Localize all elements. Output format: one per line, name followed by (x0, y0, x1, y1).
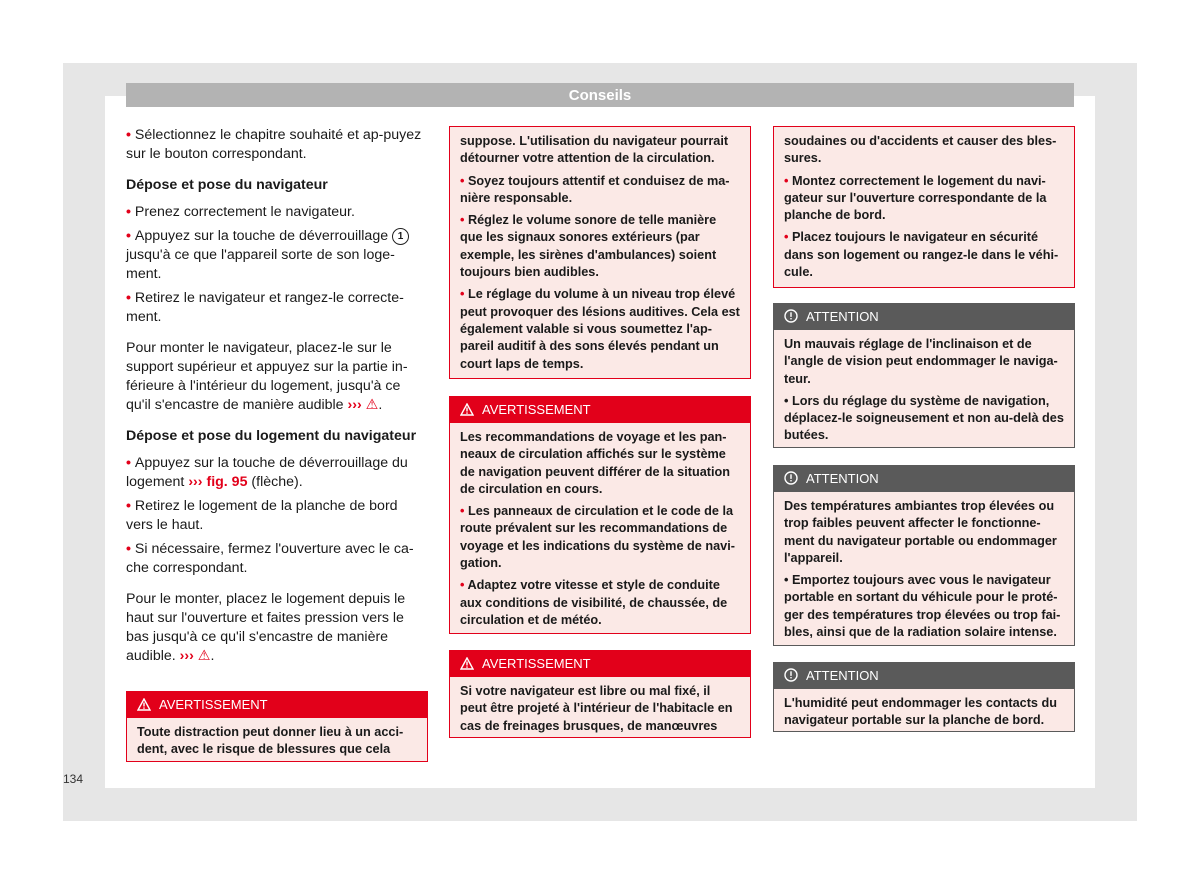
list-item: • Retirez le logement de la planche de bord vers le haut. (126, 498, 398, 533)
warning-triangle-icon (460, 657, 474, 670)
callout-number-icon: 1 (392, 228, 409, 245)
warning-bullet: • Le réglage du volume à un niveau trop élevé peut provoquer des lésions auditives. Cela est également valable si vous soumettez l'ap-pareil auditif à des sons élevés pendant un court laps de temps. (460, 287, 740, 371)
paragraph: Pour le monter, placez le logement depuis le haut sur l'ouverture et faites pression vers le bas jusqu'à ce qu'il s'encastre de manière audible. ››› ⚠. (126, 591, 406, 664)
arrows-icon: ››› (188, 474, 203, 490)
warning-box-continued (449, 126, 751, 379)
info-circle-icon (784, 471, 798, 485)
warning-text: Les recommandations de voyage et les pan-neaux de circulation affichés sur le système de navigation peuvent différer de la situation de circulation en cours. (460, 430, 731, 496)
bullet-icon: • (460, 213, 468, 228)
bullet-icon: • (126, 498, 135, 514)
caution-box (773, 303, 1075, 448)
caution-box-header: ATTENTION (774, 663, 1074, 689)
list-item: • Prenez correctement le navigateur. (126, 204, 355, 220)
caution-box (773, 662, 1075, 732)
caution-box-header: ATTENTION (774, 466, 1074, 492)
warning-bullet: • Montez correctement le logement du navi-gateur sur l'ouverture correspondante de la planche de bord. (784, 173, 1047, 223)
figure-link[interactable]: fig. 95 (206, 474, 248, 490)
warning-box-header: AVERTISSEMENT (127, 692, 427, 718)
warning-triangle-icon (137, 698, 151, 711)
bullet-icon: • (126, 127, 135, 143)
bullet-icon: • (126, 204, 135, 220)
bullet-icon: • (784, 573, 792, 588)
caution-bullet: • Lors du réglage du système de navigation, déplacez-le soigneusement et non au-delà des butées. (784, 393, 1064, 443)
bullet-icon: • (784, 173, 792, 188)
bullet-icon: • (460, 173, 468, 188)
warning-ref-icon[interactable]: ⚠ (197, 648, 211, 664)
section-header: Conseils (126, 83, 1074, 107)
list-item: • Appuyez sur la touche de déverrouillage 1 jusqu'à ce que l'appareil sorte de son loge-ment. (126, 227, 428, 284)
warning-box (126, 691, 428, 762)
warning-text: Toute distraction peut donner lieu à un acci-dent, avec le risque de blessures que cela (137, 725, 404, 757)
bullet-icon: • (126, 455, 135, 471)
caution-box-header: ATTENTION (774, 304, 1074, 330)
caution-text: Des températures ambiantes trop élevées ou trop faibles peuvent affecter le fonctionne-ment du navigateur portable ou endommager l'appareil. (784, 499, 1057, 565)
warning-ref-icon[interactable]: ⚠ (365, 397, 379, 413)
warning-bullet: • Placez toujours le navigateur en sécurité dans son logement ou rangez-le dans le véhi-cule. (784, 230, 1059, 280)
warning-bullet: • Adaptez votre vitesse et style de conduite aux conditions de visibilité, de chaussée, de circulation et de météo. (460, 578, 728, 627)
warning-text: Si votre navigateur est libre ou mal fixé, il peut être projeté à l'intérieur de l'habitacle en cas de freinages brusques, de manœuvres (460, 684, 733, 733)
warning-text: suppose. L'utilisation du navigateur pourrait détourner votre attention de la circulation. (460, 134, 729, 166)
bullet-icon: • (460, 504, 468, 519)
list-item: • Si nécessaire, fermez l'ouverture avec le ca-che correspondant. (126, 541, 414, 576)
bullet-icon: • (784, 230, 792, 245)
warning-box (449, 396, 751, 634)
list-item: • Sélectionnez le chapitre souhaité et ap-puyez sur le bouton correspondant. (126, 127, 422, 162)
bullet-icon: • (460, 578, 468, 593)
bullet-icon: • (784, 393, 792, 408)
arrows-icon: ››› (347, 397, 362, 413)
warning-box (449, 650, 751, 738)
caution-box (773, 465, 1075, 646)
bullet-icon: • (126, 290, 135, 306)
caution-text: Un mauvais réglage de l'inclinaison et de l'angle de vision peut endommager le naviga-teur. (784, 337, 1058, 386)
bullet-icon: • (126, 541, 135, 557)
warning-bullet: • Les panneaux de circulation et le code de la route prévalent sur les recommandations de voyage et les indications du système de navi-gation. (460, 504, 735, 571)
column-left (126, 126, 428, 678)
caution-text: L'humidité peut endommager les contacts du navigateur portable sur la planche de bord. (784, 696, 1058, 728)
info-circle-icon (784, 309, 798, 323)
list-item: • Retirez le navigateur et rangez-le correcte-ment. (126, 290, 404, 325)
warning-box-header: AVERTISSEMENT (450, 651, 750, 677)
bullet-icon: • (126, 228, 135, 244)
arrows-icon: ››› (179, 648, 194, 664)
warning-box-header: AVERTISSEMENT (450, 397, 750, 423)
subheading: Dépose et pose du logement du navigateur (126, 428, 417, 444)
subheading: Dépose et pose du navigateur (126, 177, 328, 193)
warning-text: soudaines ou d'accidents et causer des bles-sures. (784, 134, 1057, 166)
info-circle-icon (784, 668, 798, 682)
caution-bullet: • Emportez toujours avec vous le navigateur portable en sortant du véhicule pour le proté-ger des températures trop élevées ou trop fai-bles, ainsi que de la radiation solaire intense. (784, 573, 1061, 640)
warning-bullet: • Soyez toujours attentif et conduisez de ma-nière responsable. (460, 173, 730, 205)
bullet-icon: • (460, 287, 468, 302)
paragraph: Pour monter le navigateur, placez-le sur le support supérieur et appuyez sur la partie in-férieure à l'intérieur du logement, jusqu'à ce qu'il s'encastre de manière audible ››› ⚠. (126, 340, 408, 413)
page-number: 134 (63, 772, 84, 786)
warning-triangle-icon (460, 403, 474, 416)
warning-box-continued (773, 126, 1075, 288)
warning-bullet: • Réglez le volume sonore de telle manière que les signaux sonores extérieurs (par exemple, les sirènes d'ambulances) soient toujours bien audibles. (460, 213, 717, 280)
list-item: • Appuyez sur la touche de déverrouillage du logement ››› fig. 95 (flèche). (126, 455, 408, 490)
